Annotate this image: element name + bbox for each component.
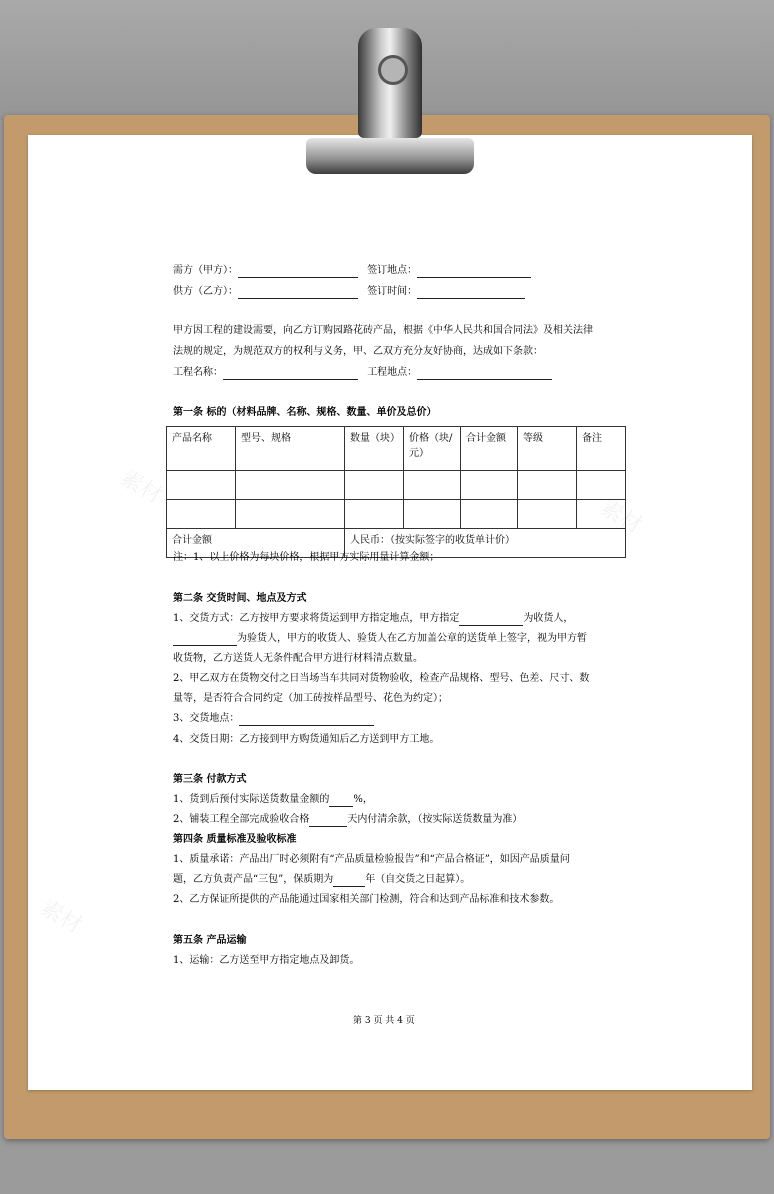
product-table xyxy=(166,426,626,558)
intro-line1: 甲方因工程的建设需要，向乙方订购园路花砖产品，根据《中华人民共和国合同法》及相关法律 xyxy=(173,325,593,336)
article2-p4: 4、交货日期：乙方接到甲方购货通知后乙方送到甲方工地。 xyxy=(173,734,440,745)
col-header: 产品名称 xyxy=(167,427,236,471)
article3-title: 第三条 付款方式 xyxy=(173,774,247,785)
article5-p1: 1、运输：乙方送至甲方指定地点及卸货。 xyxy=(173,955,360,966)
col-header: 价格（块/ 元） xyxy=(404,427,461,471)
article2-p1c: 为验货人，甲方的收货人、验货人在乙方加盖公章的送货单上签字，视为甲方暂 xyxy=(173,632,587,646)
article4-title: 第四条 质量标准及验收标准 xyxy=(173,834,297,845)
article5-title: 第五条 产品运输 xyxy=(173,935,247,946)
col-header: 数量（块） xyxy=(345,427,404,471)
article2-title: 第二条 交货时间、地点及方式 xyxy=(173,593,307,604)
clip-hole xyxy=(378,55,408,85)
col-header: 备注 xyxy=(577,427,626,471)
article2-p1a: 1、交货方式：乙方按甲方要求将货运到甲方指定地点，甲方指定 为收货人， xyxy=(173,613,574,624)
article3-p2: 2、铺装工程全部完成验收合格 天内付清余款，（按实际送货数量为准） xyxy=(173,814,523,825)
watermark: 素材 xyxy=(35,895,87,940)
watermark: 素材 xyxy=(595,495,647,540)
rmb-label: 人民币：（按实际签字的收货单计价） xyxy=(345,529,626,558)
article2-p2a: 2、甲乙双方在货物交付之日当场当车共同对货物验收，检查产品规格、型号、色差、尺寸、数 xyxy=(173,673,590,684)
article4-p1a: 1、质量承诺：产品出厂时必须附有“产品质量检验报告”和“产品合格证”，如因产品质量问 xyxy=(173,854,570,865)
page-number: 第 3 页 共 4 页 xyxy=(353,1016,415,1026)
table-note: 注：1、以上价格为每块价格，根据甲方实际用量计算金额； xyxy=(173,552,440,563)
col-header: 型号、规格 xyxy=(236,427,345,471)
project-row: 工程名称： 工程地点： xyxy=(173,366,552,380)
article4-p1b: 题，乙方负责产品“三包”，保质期为 年（自交货之日起算）。 xyxy=(173,874,471,885)
article2-p2b: 量等，是否符合合同约定（加工砖按样品型号、花色为约定）； xyxy=(173,693,448,704)
table-row xyxy=(167,500,626,529)
seller-row: 供方（乙方）： 签订时间： xyxy=(173,285,525,299)
col-header: 等级 xyxy=(518,427,577,471)
article4-p2: 2、乙方保证所提供的产品能通过国家相关部门检测，符合和达到产品标准和技术参数。 xyxy=(173,894,560,905)
watermark: 素材 xyxy=(115,465,167,510)
col-header: 合计金额 xyxy=(461,427,518,471)
clip-base xyxy=(306,138,474,174)
article2-p3: 3、交货地点： xyxy=(173,712,374,726)
table-row xyxy=(167,471,626,500)
total-label: 合计金额 xyxy=(167,529,345,558)
intro-line2: 法规的规定，为规范双方的权利与义务，甲、乙双方充分友好协商，达成如下条款： xyxy=(173,346,543,357)
article1-title: 第一条 标的（材料品牌、名称、规格、数量、单价及总价） xyxy=(173,407,437,418)
buyer-row: 需方（甲方）： 签订地点： xyxy=(173,264,531,278)
article3-p1: 1、货到后预付实际送货数量金额的 %， xyxy=(173,794,373,805)
article2-p1d: 收货物，乙方送货人无条件配合甲方进行材料清点数量。 xyxy=(173,653,423,664)
